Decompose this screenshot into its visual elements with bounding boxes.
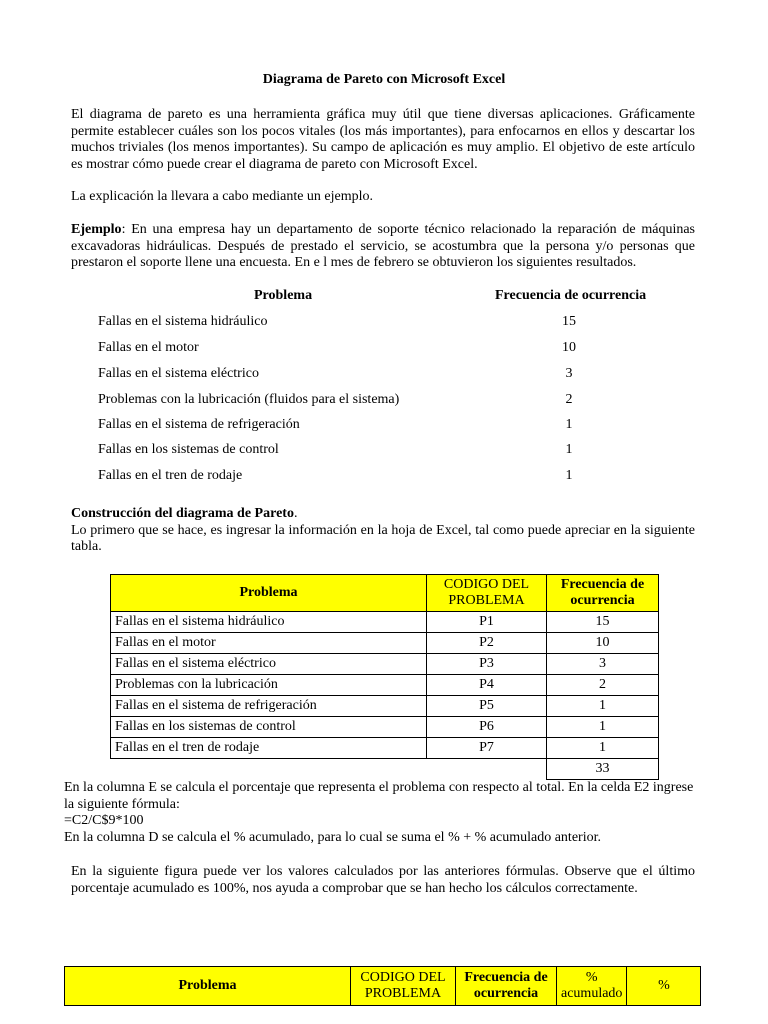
cell-problem: Problemas con la lubricación bbox=[111, 675, 427, 696]
construction-heading: Construcción del diagrama de Pareto bbox=[71, 506, 294, 521]
cell-code: P6 bbox=[427, 717, 547, 738]
cell-frequency: 10 bbox=[547, 633, 659, 654]
list-item-frequency: 3 bbox=[565, 366, 573, 381]
formula-line: En la columna D se calcula el % acumulado, para lo cual se suma el % + % acumulado anterior. bbox=[64, 829, 601, 845]
formula-line: En la columna E se calcula el porcentaje que representa el problema con respecto al total. En la celda E2 ingrese la bbox=[64, 780, 694, 812]
cell-code: P3 bbox=[427, 654, 547, 675]
cell-problem: Fallas en el motor bbox=[111, 633, 427, 654]
excel-table bbox=[110, 574, 659, 780]
figure-note-line: En la siguiente figura puede ver los valores calculados por las anteriores fórmulas. Observe que el último bbox=[71, 864, 695, 879]
table-row bbox=[111, 738, 659, 759]
intro-paragraph bbox=[71, 107, 695, 173]
example-paragraph bbox=[71, 222, 695, 272]
header-problem: Problema bbox=[65, 967, 351, 1006]
header-code: CODIGO DEL PROBLEMA bbox=[427, 575, 547, 612]
empty-cell bbox=[111, 759, 427, 780]
intro-line: permite establecer cuáles son los pocos vitales (los más importantes), para enfocarnos en ellos y descartar bbox=[71, 123, 675, 139]
results-header-problem: Problema bbox=[254, 288, 313, 303]
list-item bbox=[0, 417, 768, 437]
intro-line: El diagrama de pareto es una herramienta gráfica muy útil que tiene diversas aplicaciones. Gráficamente bbox=[71, 107, 695, 122]
table-row bbox=[111, 717, 659, 738]
formula-line: siguiente fórmula: bbox=[77, 796, 180, 812]
construction-period: . bbox=[293, 506, 298, 521]
list-item-problem: Fallas en el sistema hidráulico bbox=[98, 314, 268, 329]
second-table bbox=[64, 966, 701, 1006]
formula-line: =C2/C$9*100 bbox=[64, 813, 144, 828]
results-header-frequency: Frecuencia de ocurrencia bbox=[495, 288, 647, 303]
cell-frequency: 1 bbox=[547, 696, 659, 717]
cell-code: P7 bbox=[427, 738, 547, 759]
list-item-problem: Fallas en los sistemas de control bbox=[98, 442, 279, 457]
cell-code: P4 bbox=[427, 675, 547, 696]
list-item-frequency: 2 bbox=[565, 392, 573, 407]
table-row bbox=[111, 675, 659, 696]
intro-line: artículo es mostrar cómo puede crear el diagrama de pareto con Microsoft Excel. bbox=[71, 140, 695, 172]
figure-note-line: porcentaje acumulado es 100%, nos ayuda a comprobar que se han hecho los cálculos correctamente. bbox=[71, 880, 638, 896]
table-row bbox=[111, 654, 659, 675]
header-frequency: Frecuencia de ocurrencia bbox=[547, 575, 659, 612]
table-row bbox=[111, 696, 659, 717]
cell-problem: Fallas en el tren de rodaje bbox=[111, 738, 427, 759]
cell-code: P1 bbox=[427, 612, 547, 633]
example-line: prestaron el soporte llene una encuesta. En e l mes de febrero se obtuvieron los siguientes resultados. bbox=[71, 255, 637, 270]
list-item bbox=[0, 314, 768, 334]
list-item-problem: Fallas en el sistema eléctrico bbox=[98, 366, 259, 381]
list-item-frequency: 10 bbox=[562, 340, 576, 355]
cell-code: P5 bbox=[427, 696, 547, 717]
construction-line: Lo primero que se hace, es ingresar la información en la hoja de Excel, tal como puede apreciar en la bbox=[71, 522, 641, 538]
list-item-problem: Fallas en el motor bbox=[98, 340, 199, 355]
cell-total: 33 bbox=[547, 759, 659, 780]
example-label: Ejemplo bbox=[71, 222, 122, 237]
cell-problem: Fallas en los sistemas de control bbox=[111, 717, 427, 738]
list-item-frequency: 1 bbox=[565, 442, 573, 457]
intro-line: los muchos triviales (los menos importantes). Su campo de aplicación es muy amplio. El objetivo de este bbox=[71, 123, 695, 155]
construction-paragraph bbox=[71, 506, 695, 556]
construction-line: siguiente tabla. bbox=[71, 522, 695, 554]
list-item-frequency: 15 bbox=[562, 314, 576, 329]
formulas-paragraph bbox=[64, 780, 696, 846]
cell-frequency: 1 bbox=[547, 738, 659, 759]
header-problem: Problema bbox=[111, 575, 427, 612]
list-item bbox=[0, 340, 768, 360]
empty-cell bbox=[427, 759, 547, 780]
header-accumulated: % acumulado bbox=[557, 967, 627, 1006]
example-line: excavadoras hidráulicas. Después de prestado el servicio, se acostumbra que la persona y/o personas que bbox=[71, 238, 695, 254]
list-item bbox=[0, 392, 768, 412]
cell-problem: Fallas en el sistema de refrigeración bbox=[111, 696, 427, 717]
table-row bbox=[111, 633, 659, 654]
list-item-frequency: 1 bbox=[565, 417, 573, 432]
table-header-row bbox=[111, 575, 659, 612]
list-item bbox=[0, 468, 768, 488]
document-title: Diagrama de Pareto con Microsoft Excel bbox=[262, 72, 506, 87]
table-row bbox=[111, 612, 659, 633]
cell-frequency: 2 bbox=[547, 675, 659, 696]
cell-problem: Fallas en el sistema eléctrico bbox=[111, 654, 427, 675]
list-item bbox=[0, 366, 768, 386]
example-line: : En una empresa hay un departamento de soporte técnico relacionado la reparación de máquinas bbox=[121, 222, 695, 237]
cell-problem: Fallas en el sistema hidráulico bbox=[111, 612, 427, 633]
header-frequency: Frecuencia de ocurrencia bbox=[456, 967, 557, 1006]
table-total-row bbox=[111, 759, 659, 780]
list-item-problem: Problemas con la lubricación (fluidos para el sistema) bbox=[98, 392, 400, 407]
explanation-paragraph: La explicación la llevara a cabo mediante un ejemplo. bbox=[71, 189, 374, 204]
cell-frequency: 1 bbox=[547, 717, 659, 738]
figure-note-paragraph bbox=[71, 864, 695, 897]
list-item-problem: Fallas en el tren de rodaje bbox=[98, 468, 243, 483]
header-code: CODIGO DEL PROBLEMA bbox=[351, 967, 456, 1006]
cell-frequency: 15 bbox=[547, 612, 659, 633]
cell-code: P2 bbox=[427, 633, 547, 654]
cell-frequency: 3 bbox=[547, 654, 659, 675]
table-header-row bbox=[65, 967, 701, 1006]
list-item-problem: Fallas en el sistema de refrigeración bbox=[98, 417, 300, 432]
list-item bbox=[0, 442, 768, 462]
header-percent: % bbox=[627, 967, 701, 1006]
list-item-frequency: 1 bbox=[565, 468, 573, 483]
